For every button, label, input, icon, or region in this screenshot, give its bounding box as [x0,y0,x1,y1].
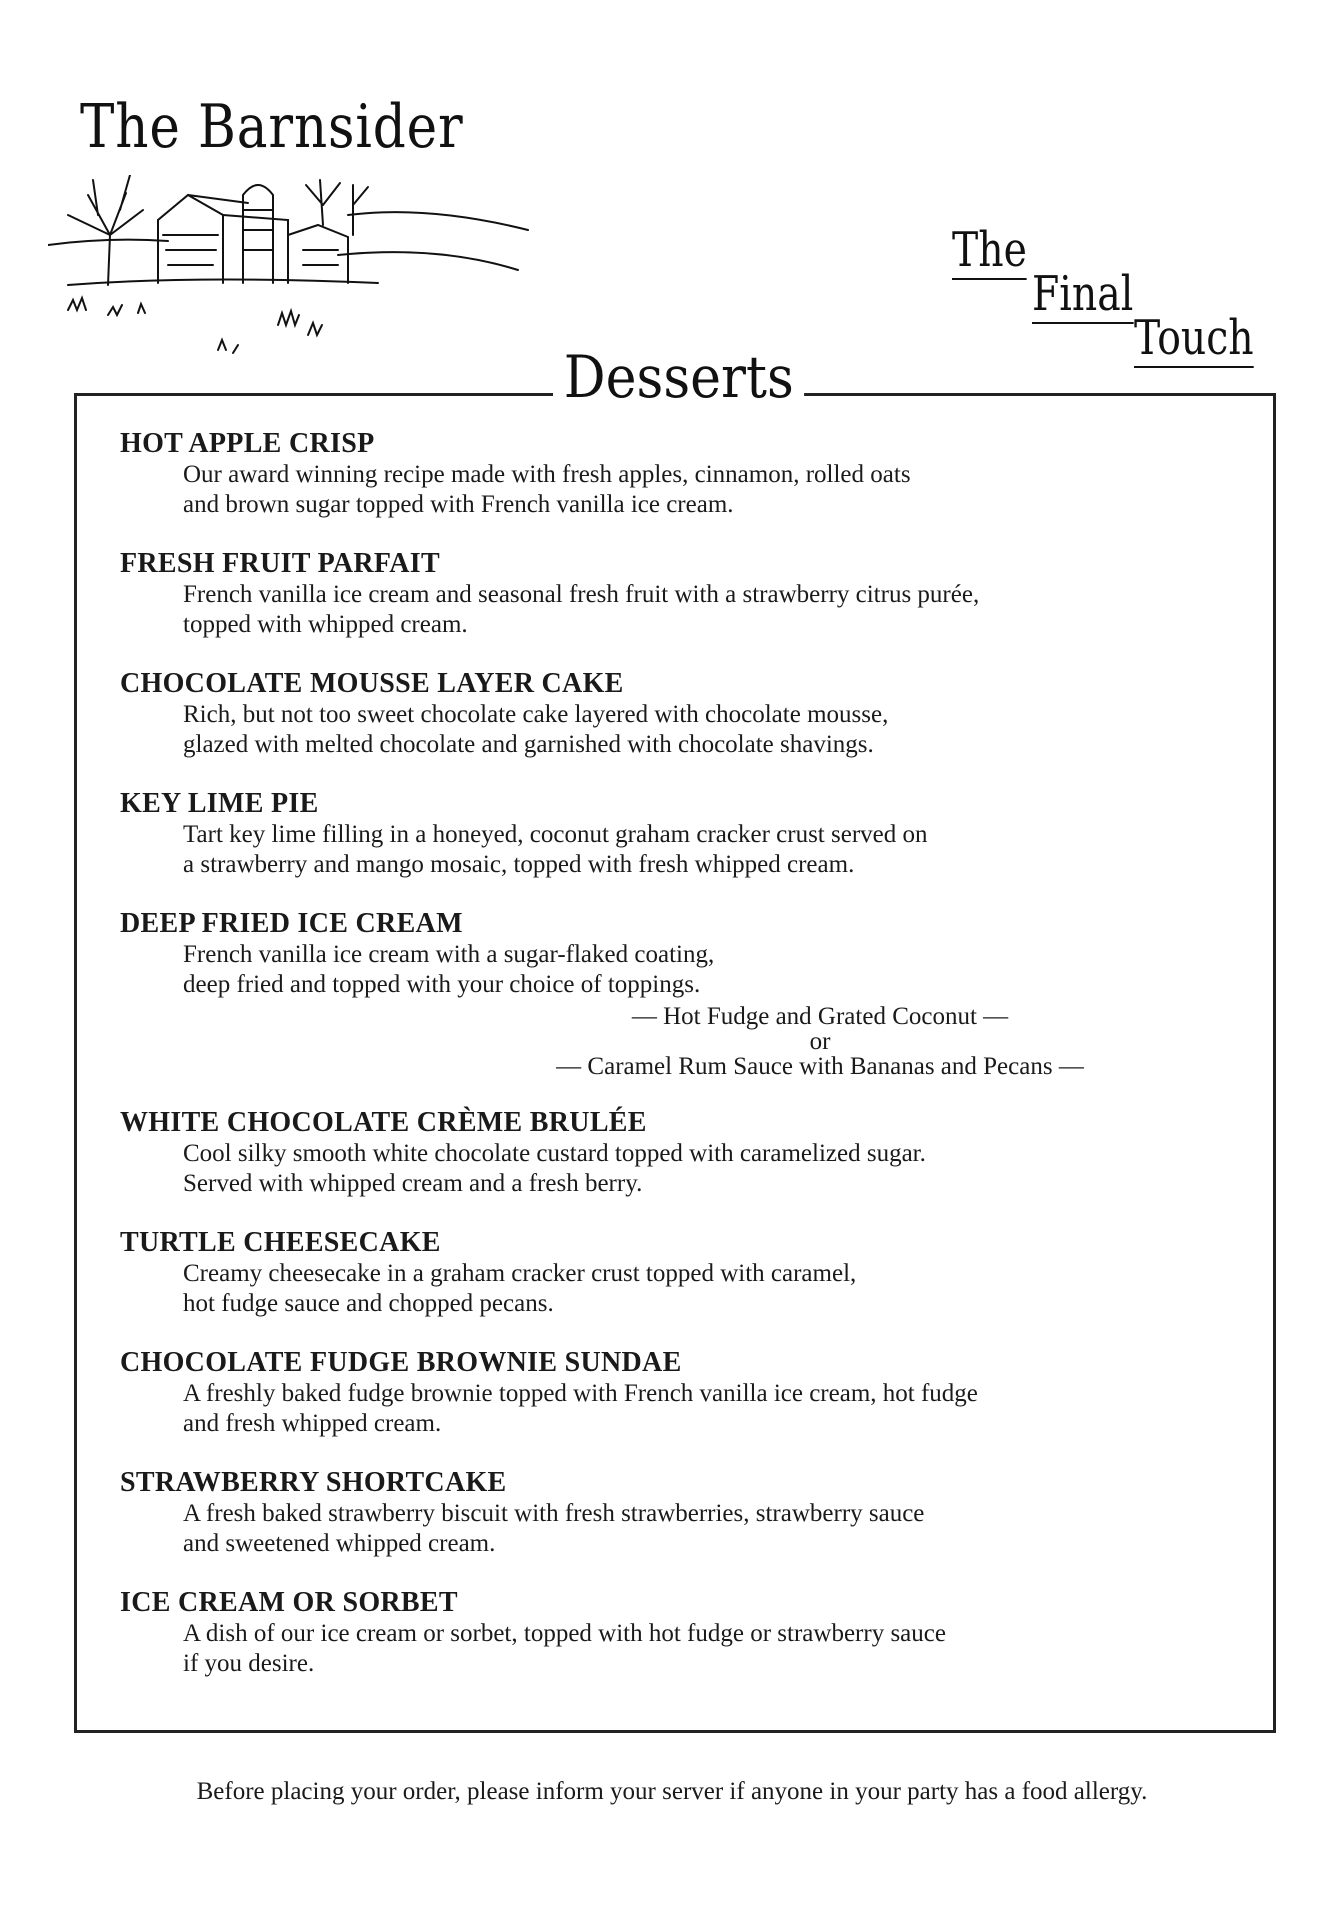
item-description-line: and sweetened whipped cream. [183,1530,496,1557]
menu-item [120,1347,1230,1439]
item-name: ICE CREAM OR SORBET [120,1587,458,1618]
menu-item [120,1467,1230,1559]
item-name: KEY LIME PIE [120,788,319,819]
topping-option: — Hot Fudge and Grated Coconut — [631,1003,1009,1030]
item-description-line: topped with whipped cream. [183,611,468,638]
item-description-line: and brown sugar topped with French vanilla ice cream. [183,491,734,518]
item-name: CHOCOLATE MOUSSE LAYER CAKE [120,668,624,699]
topping-option: — Caramel Rum Sauce with Bananas and Pecans — [556,1053,1084,1080]
topping-options [320,1004,1320,1079]
menu-item [120,788,1230,880]
topping-or: or [809,1028,831,1055]
menu-item [120,428,1230,520]
item-description-line: Served with whipped cream and a fresh berry. [183,1170,643,1197]
menu-item [120,548,1230,640]
section-title: Desserts [553,342,805,412]
item-name: FRESH FRUIT PARFAIT [120,548,440,579]
item-description-line: a strawberry and mango mosaic, topped with fresh whipped cream. [183,851,855,878]
menu-item [120,1587,1230,1679]
item-description-line: Tart key lime filling in a honeyed, coconut graham cracker crust served on [183,821,928,848]
restaurant-name: The Barnsider [80,92,464,162]
item-description-line: Creamy cheesecake in a graham cracker crust topped with caramel, [183,1260,857,1287]
item-description-line: French vanilla ice cream with a sugar-flaked coating, [183,941,715,968]
menu-item [120,908,1230,1079]
item-description-line: French vanilla ice cream and seasonal fresh fruit with a strawberry citrus purée, [183,581,980,608]
item-name: TURTLE CHEESECAKE [120,1227,441,1258]
item-description-line: and fresh whipped cream. [183,1410,442,1437]
item-description-line: glazed with melted chocolate and garnished with chocolate shavings. [183,731,874,758]
allergy-notice: Before placing your order, please inform your server if anyone in your party has a food allergy. [196,1778,1148,1805]
item-description-line: Cool silky smooth white chocolate custard topped with caramelized sugar. [183,1140,926,1167]
item-description-line: deep fried and topped with your choice of toppings. [183,971,701,998]
item-description-line: Rich, but not too sweet chocolate cake layered with chocolate mousse, [183,701,889,728]
item-description-line: Our award winning recipe made with fresh apples, cinnamon, rolled oats [183,461,911,488]
item-name: DEEP FRIED ICE CREAM [120,908,463,939]
item-description-line: A dish of our ice cream or sorbet, topped with hot fudge or strawberry sauce [183,1620,946,1647]
item-description-line: hot fudge sauce and chopped pecans. [183,1290,554,1317]
item-description-line: A fresh baked strawberry biscuit with fresh strawberries, strawberry sauce [183,1500,925,1527]
item-name: WHITE CHOCOLATE CRÈME BRULÉE [120,1107,647,1138]
item-name: STRAWBERRY SHORTCAKE [120,1467,507,1498]
dessert-list [120,428,1230,1707]
item-name: HOT APPLE CRISP [120,428,375,459]
menu-item [120,1107,1230,1199]
menu-item [120,1227,1230,1319]
item-name: CHOCOLATE FUDGE BROWNIE SUNDAE [120,1347,682,1378]
tagline-word-touch: Touch [1134,310,1254,366]
tagline-word-the: The [952,222,1027,278]
tagline-word-final: Final [1032,266,1134,322]
menu-item [120,668,1230,760]
item-description-line: if you desire. [183,1650,315,1677]
item-description-line: A freshly baked fudge brownie topped with French vanilla ice cream, hot fudge [183,1380,978,1407]
